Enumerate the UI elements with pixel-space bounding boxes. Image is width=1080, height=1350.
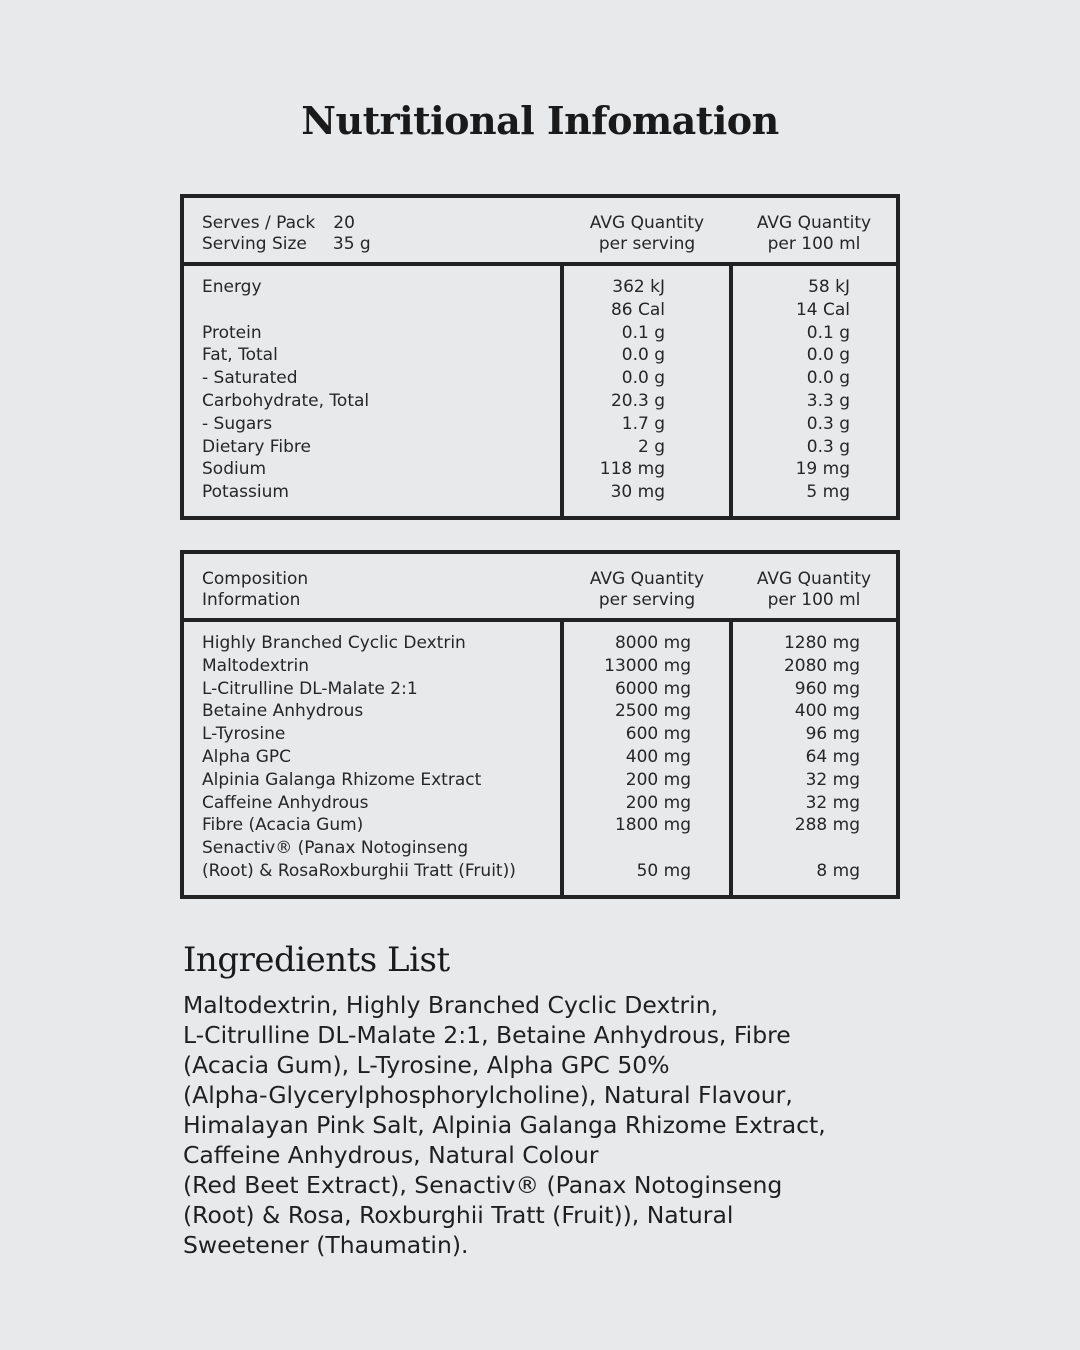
- ingredient-serving-row: 200 mg: [625, 769, 691, 790]
- ingredient-serving-row: 1800 mg: [614, 815, 691, 836]
- ingredient-name-row: Highly Branched Cyclic Dextrin: [202, 633, 466, 653]
- ingredients-title: Ingredients List: [183, 940, 450, 980]
- nutrient-per100-row: 3.3 g: [806, 390, 850, 411]
- column-header-per-serving: AVG Quantity per serving: [589, 569, 705, 610]
- ingredient-per100-row: 32 mg: [805, 769, 860, 790]
- nutrient-name-row: Sodium: [202, 459, 267, 480]
- nutrient-name-row: Protein: [202, 322, 262, 343]
- ingredient-serving-row: 600 mg: [625, 724, 691, 745]
- ingredient-name-row: Fibre (Acacia Gum): [202, 815, 364, 836]
- column-header-per-serving: AVG Quantity per serving: [589, 213, 705, 254]
- nutrient-serving-row: 20.3 g: [610, 390, 665, 411]
- nutrient-per100-row: 0.3 g: [806, 436, 850, 457]
- ingredients-text: Maltodextrin, Highly Branched Cyclic Dextrin, L-Citrulline DL-Malate 2:1, Betaine Anhydrous, Fibre (Acacia Gum), L-Tyrosine, Alpha GPC 50% (Alpha-Glycerylphosphorylcholine), Natural Flavour, Himalayan Pink Salt, Alpinia Galanga Rhizome Extract, Caffeine Anhydrous, Natural Colour (Red Beet Extract), Senactiv® (Panax Notoginseng (Root) & Rosa, Roxburghii Tratt (Fruit)), Natural Sweetener (Thaumatin).: [183, 991, 826, 1259]
- ingredient-name-row: (Root) & RosaRoxburghii Tratt (Fruit)): [202, 860, 516, 881]
- nutrient-name-row: - Saturated: [202, 368, 298, 389]
- ingredient-serving-row: 200 mg: [625, 792, 691, 813]
- serves-value: 20: [333, 213, 355, 233]
- nutrient-names: [202, 276, 369, 504]
- composition-table: [180, 550, 900, 899]
- nutrition-table: [180, 194, 900, 520]
- column-header-per-100ml: AVG Quantity per 100 ml: [756, 569, 872, 610]
- ingredient-per100-row: 1280 mg: [783, 633, 860, 653]
- nutrition-table-body: [184, 266, 896, 516]
- nutrient-name-row: [202, 299, 369, 322]
- ingredient-name-row: Betaine Anhydrous: [202, 701, 364, 722]
- page-title: Nutritional Infomation: [301, 98, 779, 143]
- nutrient-per100-row: 0.1 g: [806, 322, 850, 343]
- nutrient-serving-row: 1.7 g: [621, 413, 665, 434]
- ingredient-name-row: Caffeine Anhydrous: [202, 792, 369, 813]
- nutrient-name-row: - Sugars: [202, 413, 273, 434]
- ingredient-per-100ml: [733, 632, 896, 883]
- nutrient-per100-row: 19 mg: [795, 459, 850, 480]
- nutrient-name-row: Fat, Total: [202, 345, 278, 366]
- ingredient-name-row: Senactiv® (Panax Notoginseng: [202, 838, 469, 859]
- serves-label: Serves / Pack: [202, 213, 316, 233]
- ingredient-per-serving: [560, 632, 729, 883]
- nutrient-per100-row: 0.0 g: [806, 345, 850, 366]
- nutrient-name-row: Dietary Fibre: [202, 436, 311, 457]
- ingredient-names: [202, 632, 516, 883]
- ingredient-serving-row: 6000 mg: [614, 678, 691, 699]
- nutrient-per-100ml: [733, 276, 896, 504]
- composition-table-body: [184, 622, 896, 895]
- ingredient-serving-row: [560, 837, 729, 860]
- nutrient-per100-row: 14 Cal: [795, 299, 850, 320]
- ingredient-per100-row: 32 mg: [805, 792, 860, 813]
- nutrient-per100-row: 58 kJ: [808, 277, 850, 297]
- nutrient-serving-row: 86 Cal: [610, 299, 665, 320]
- serving-size-label: Serving Size: [202, 234, 307, 254]
- nutrient-serving-row: 0.1 g: [621, 322, 665, 343]
- ingredient-per100-row: 96 mg: [805, 724, 860, 745]
- ingredient-per100-row: 2080 mg: [783, 655, 860, 676]
- nutrient-name-row: Potassium: [202, 482, 289, 503]
- nutrient-name-row: Energy: [202, 277, 262, 297]
- nutrition-table-header: [184, 198, 896, 266]
- nutrient-per100-row: 0.3 g: [806, 413, 850, 434]
- composition-table-header: [184, 554, 896, 622]
- ingredient-name-row: L-Citrulline DL-Malate 2:1: [202, 678, 418, 699]
- nutrient-serving-row: 2 g: [637, 436, 665, 457]
- ingredient-serving-row: 400 mg: [625, 746, 691, 767]
- ingredient-serving-row: 50 mg: [636, 860, 691, 881]
- nutrient-serving-row: 362 kJ: [612, 277, 665, 297]
- serving-size-value: 35 g: [332, 234, 371, 254]
- column-header-per-100ml: AVG Quantity per 100 ml: [756, 213, 872, 254]
- ingredient-per100-row: 400 mg: [794, 701, 860, 722]
- ingredient-per100-row: [733, 837, 896, 860]
- nutrient-per100-row: 0.0 g: [806, 368, 850, 389]
- nutrient-serving-row: 118 mg: [599, 459, 665, 480]
- nutrient-name-row: Carbohydrate, Total: [202, 390, 370, 411]
- ingredient-name-row: Alpinia Galanga Rhizome Extract: [202, 769, 482, 790]
- nutrient-serving-row: 0.0 g: [621, 368, 665, 389]
- ingredient-per100-row: 8 mg: [816, 860, 860, 881]
- nutrient-per-serving: [560, 276, 729, 504]
- nutrient-per100-row: 5 mg: [806, 482, 850, 503]
- ingredient-per100-row: 960 mg: [794, 678, 860, 699]
- ingredient-name-row: Maltodextrin: [202, 655, 310, 676]
- nutrient-serving-row: 30 mg: [610, 482, 665, 503]
- composition-label: Composition Information: [202, 569, 309, 610]
- ingredient-name-row: Alpha GPC: [202, 746, 292, 767]
- ingredient-per100-row: 64 mg: [805, 746, 860, 767]
- ingredient-serving-row: 8000 mg: [614, 633, 691, 653]
- ingredient-serving-row: 2500 mg: [614, 701, 691, 722]
- ingredient-serving-row: 13000 mg: [604, 655, 691, 676]
- ingredient-per100-row: 288 mg: [794, 815, 860, 836]
- ingredient-name-row: L-Tyrosine: [202, 724, 286, 745]
- nutrient-serving-row: 0.0 g: [621, 345, 665, 366]
